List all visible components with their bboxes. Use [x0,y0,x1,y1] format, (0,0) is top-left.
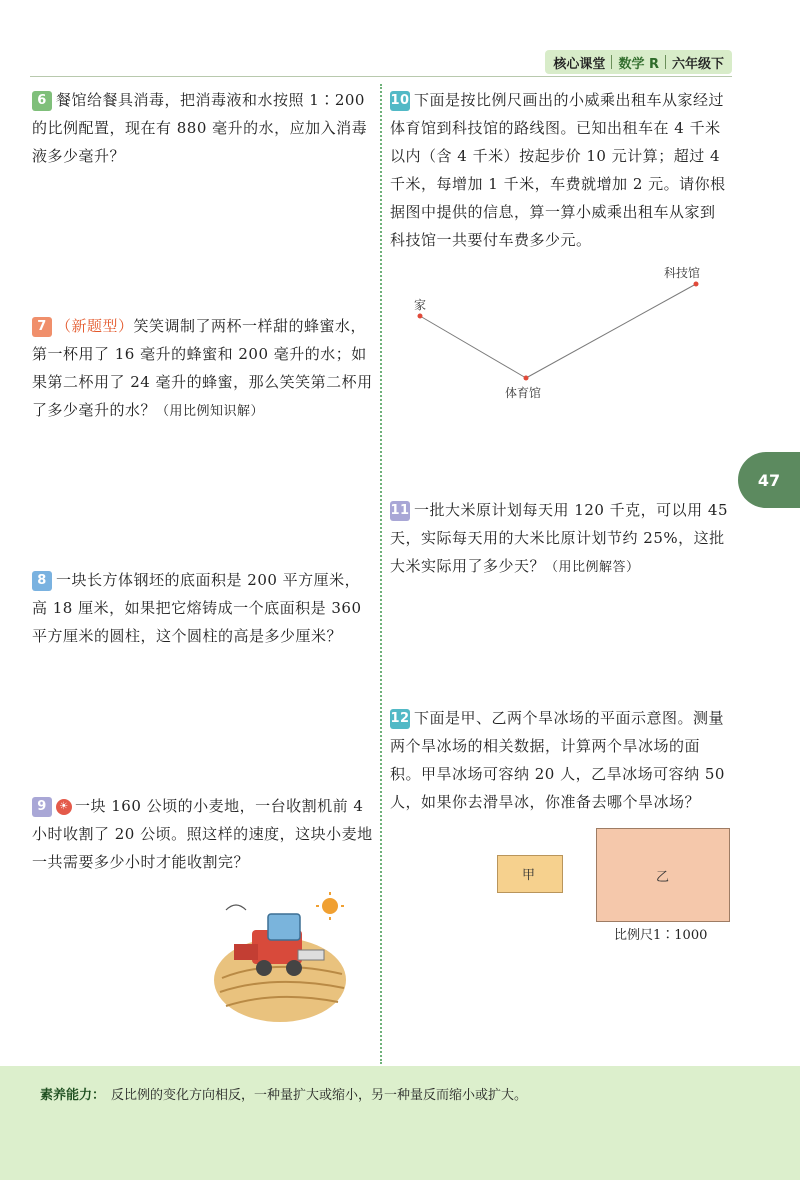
question-number: 7 [32,317,52,337]
grade-label: 六年级下 [671,56,724,72]
page-number: 47 [757,470,781,490]
bird-icon [226,905,246,910]
home-point [418,314,423,319]
question-note: （用比例知识解） [156,404,265,419]
map-label-museum: 科技馆 [664,266,701,280]
brand-label: 核心课堂 [553,56,606,72]
question-number: 8 [32,571,52,591]
question-number: 10 [390,91,410,111]
hint-badge-icon: ☀ [56,799,72,815]
question-6 [32,86,374,170]
rink-b-label: 乙 [656,870,670,885]
question-text: 笑笑调制了两杯一样甜的蜂蜜水，第一杯用了 16 毫升的蜂蜜和 200 毫升的水；如果第二杯用了 24 毫升的蜂蜜，那么笑笑第二杯用了多少毫升的水？ [32,317,373,419]
ability-text: 反比例的变化方向相反，一种量扩大或缩小，另一种量反而缩小或扩大。 [111,1088,528,1103]
header-separator [665,55,666,69]
page-number-tab [738,452,800,508]
route-gym-to-museum [526,284,696,378]
question-number: 6 [32,91,52,111]
header-rule [30,76,732,77]
question-number: 11 [390,501,410,521]
ability-note [40,1084,527,1103]
map-label-gym: 体育馆 [505,386,542,400]
header-separator [611,55,612,69]
new-type-tag: （新题型） [56,317,134,335]
question-8 [32,566,374,650]
ability-label: 素养能力： [40,1088,106,1103]
sun-icon [322,898,338,914]
question-text: 下面是甲、乙两个旱冰场的平面示意图。测量两个旱冰场的相关数据，计算两个旱冰场的面积。甲旱冰场可容纳 20 人，乙旱冰场可容纳 50 人，如果你去滑旱冰，你准备去哪个旱冰场？ [390,709,725,811]
museum-point [694,282,699,287]
subject-label: 数学 R [618,56,659,72]
question-text: 一批大米原计划每天用 120 千克，可以用 45 天，实际每天用的大米比原计划节约 25%，这批大米实际用了多少天？ [390,501,729,575]
map-label-home: 家 [414,298,427,312]
scale-label: 比例尺1∶1000 [614,928,708,943]
question-10 [390,86,730,254]
question-text: 餐馆给餐具消毒，把消毒液和水按照 1∶200 的比例配置，现在有 880 毫升的水，应加入消毒液多少毫升？ [32,91,368,165]
question-number: 12 [390,709,410,729]
route-map [400,270,730,410]
question-number: 9 [32,797,52,817]
page-header [545,50,732,74]
question-text: 一块长方体钢坯的底面积是 200 平方厘米，高 18 厘米，如果把它熔铸成一个底面积是 360 平方厘米的圆柱，这个圆柱的高是多少厘米？ [32,571,362,645]
question-9 [32,792,374,876]
question-text: 下面是按比例尺画出的小威乘出租车从家经过体育馆到科技馆的路线图。已知出租车在 4 千米以内（含 4 千米）按起步价 10 元计算；超过 4 千米，每增加 1 千米，车费就增加 2 元。请你根据图中提供的信息，算一算小威乘出租车从家到科技馆一共要付车费多少元。 [390,91,726,249]
gym-point [524,376,529,381]
column-divider [380,84,382,1064]
footer-band [0,1066,800,1180]
question-12 [390,704,730,816]
route-home-to-gym [420,316,526,378]
question-text: 一块 160 公顷的小麦地，一台收割机前 4 小时收割了 20 公顷。照这样的速度，这块小麦地一共需要多少小时才能收割完？ [32,797,373,871]
question-7 [32,312,374,426]
question-11 [390,496,730,582]
harvester-illustration [212,888,352,1028]
question-note: （用比例解答） [545,560,640,575]
rink-a-label: 甲 [522,868,536,883]
